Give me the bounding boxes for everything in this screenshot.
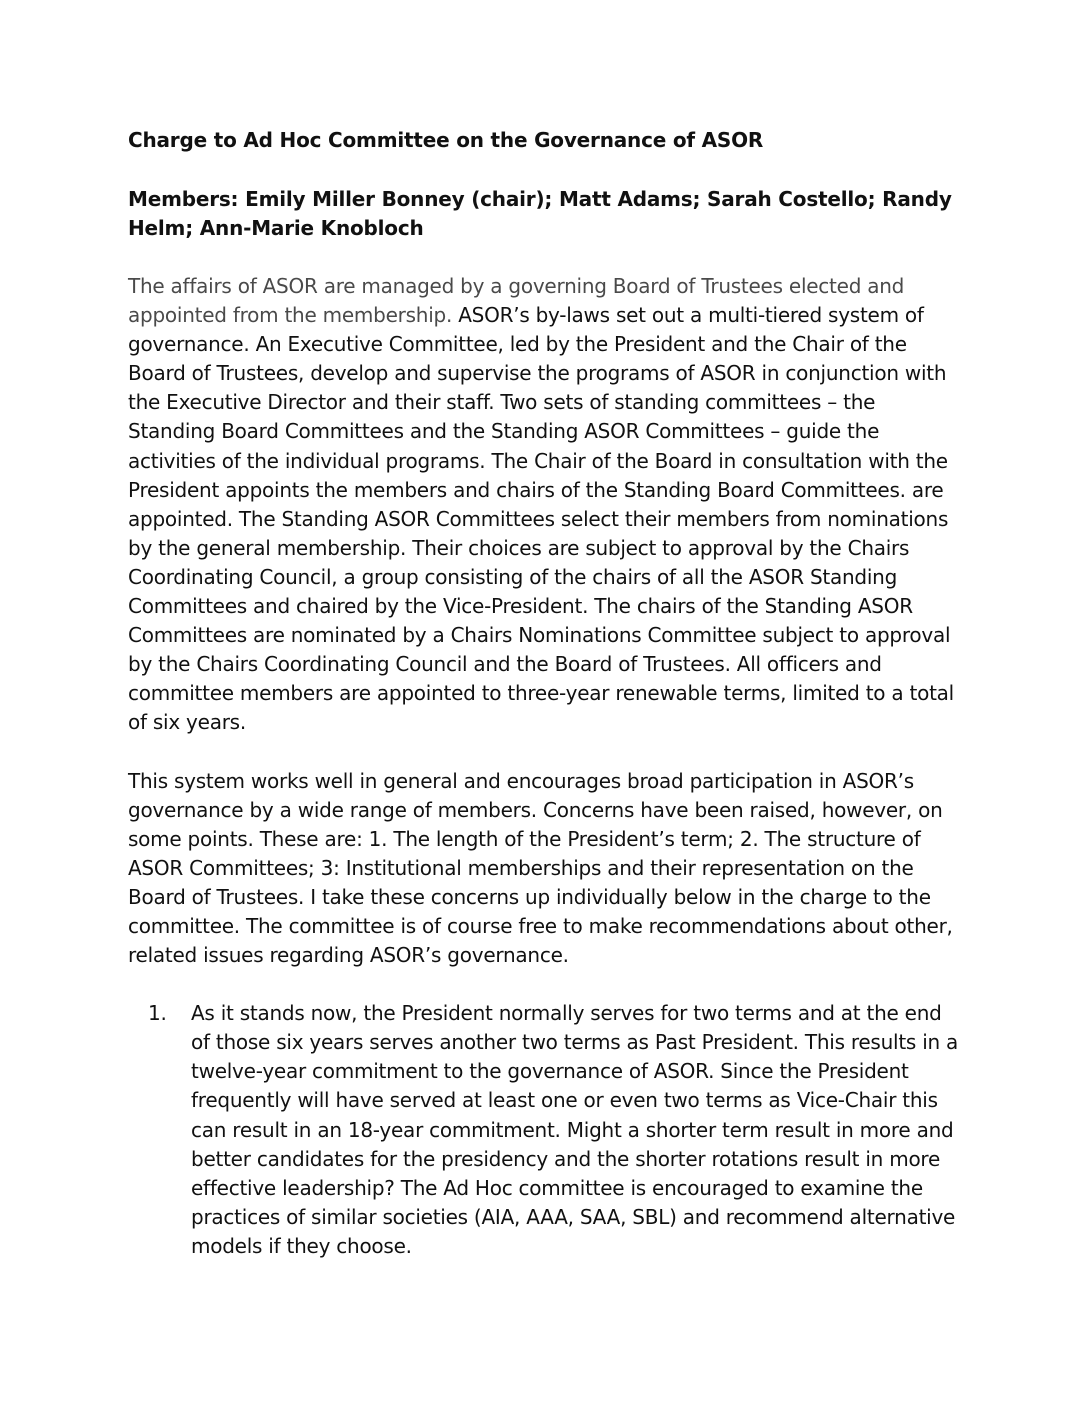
committee-members: Members: Emily Miller Bonney (chair); Matt Adams; Sarah Costello; Randy Helm; Ann-Marie Knobloch bbox=[128, 187, 952, 240]
list-item-text: As it stands now, the President normally serves for two terms and at the end of those six years serves another two terms as Past President. This results in a twelve-year commitment to the governance of ASOR. Since the President frequently will have served at least one or even two terms as Vice-Chair this can result in an 18-year commitment. Might a shorter term result in more and better candidates for the presidency and the shorter rotations result in more effective leadership? The Ad Hoc committee is encouraged to examine the practices of similar societies (AIA, AAA, SAA, SBL) and recommend alternative models if they choose. bbox=[191, 1001, 959, 1258]
paragraph-governance-overview bbox=[128, 272, 964, 738]
paragraph-concerns: This system works well in general and encourages broad participation in ASOR’s governance by a wide range of members. Concerns have been raised, however, on some points. These are: 1. The length of the President’s term; 2. The structure of ASOR Committees; 3: Institutional memberships and their representation on the Board of Trustees. I take these concerns up individually below in the charge to the committee. The committee is of course free to make recommendations about other, related issues regarding ASOR’s governance. bbox=[128, 768, 953, 968]
paragraph-lead-sentence: The affairs of ASOR are managed by a governing Board of Trustees elected and appointed from the membership. bbox=[128, 274, 905, 328]
list-item-number: 1. bbox=[148, 1001, 167, 1026]
document-page bbox=[128, 126, 964, 1261]
charge-list bbox=[128, 999, 964, 1261]
paragraph-body: ASOR’s by-laws set out a multi-tiered system of governance. An Executive Committee, led by the President and the Chair of the Board of Trustees, develop and supervise the programs of ASOR in conjunction with the Executive Director and their staff. Two sets of standing committees – the Standing Board Committees and the Standing ASOR Committees – guide the activities of the individual programs. The Chair of the Board in consultation with the President appoints the members and chairs of the Standing Board Committees. are appointed. The Standing ASOR Committees select their members from nominations by the general membership. Their choices are subject to approval by the Chairs Coordinating Council, a group consisting of the chairs of all the ASOR Standing Committees and chaired by the Vice-President. The chairs of the Standing ASOR Committees are nominated by a Chairs Nominations Committee subject to approval by the Chairs Coordinating Council and the Board of Trustees. All officers and committee members are appointed to three-year renewable terms, limited to a total of six years. bbox=[128, 303, 954, 735]
document-title: Charge to Ad Hoc Committee on the Governance of ASOR bbox=[128, 128, 764, 152]
list-item bbox=[128, 999, 964, 1261]
